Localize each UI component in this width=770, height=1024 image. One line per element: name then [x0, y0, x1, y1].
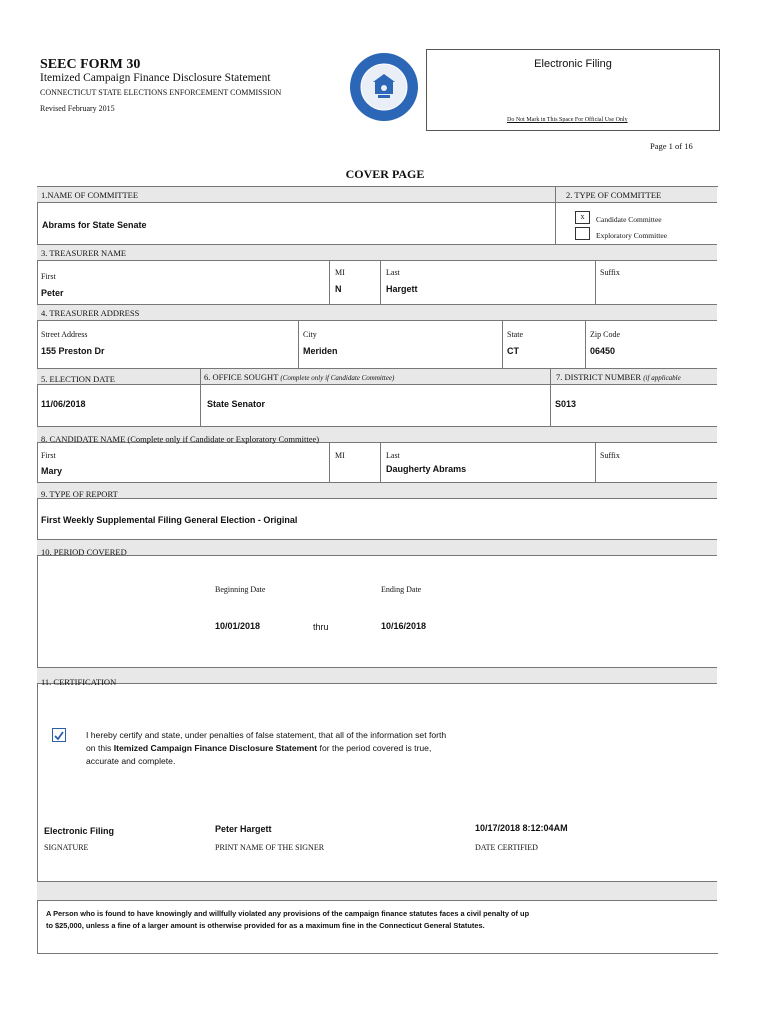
- signer-name: Peter Hargett: [215, 824, 272, 834]
- section-4-bar: [37, 304, 717, 321]
- official-use-box: [426, 49, 720, 131]
- revised-date: Revised February 2015: [40, 104, 115, 113]
- office-note: (Complete only if Candidate Committee): [280, 374, 395, 382]
- certification-line-3: accurate and complete.: [86, 756, 176, 766]
- treasurer-first: Peter: [41, 288, 64, 298]
- begin-date: 10/01/2018: [215, 621, 261, 631]
- divider: [502, 320, 503, 368]
- district-number: S013: [555, 399, 577, 409]
- treasurer-last: Hargett: [386, 284, 418, 294]
- begin-date-label: Beginning Date: [215, 585, 266, 594]
- certify-checkbox[interactable]: [52, 728, 66, 742]
- election-date: 11/06/2018: [41, 399, 86, 409]
- exploratory-committee-label: Exploratory Committee: [596, 231, 668, 240]
- divider: [595, 260, 596, 304]
- check-icon: [53, 730, 65, 742]
- candidate-first-label: First: [41, 451, 56, 460]
- candidate-label: 8. CANDIDATE NAME (Complete only if Candidate or Exploratory Committee): [41, 434, 320, 444]
- divider: [585, 320, 586, 368]
- cover-title: COVER PAGE: [345, 167, 425, 181]
- divider: [329, 260, 330, 304]
- committee-name: Abrams for State Senate: [42, 220, 147, 230]
- treasurer-last-label: Last: [386, 268, 400, 277]
- certification-line-1: I hereby certify and state, under penalties of false statement, that all of the information set forth: [86, 730, 447, 740]
- form-subtitle: Itemized Campaign Finance Disclosure Statement: [40, 72, 271, 84]
- candidate-last-label: Last: [386, 451, 400, 460]
- certification-line-2: [86, 742, 446, 755]
- divider: [380, 260, 381, 304]
- section-8-bar: [37, 426, 717, 443]
- commission-name: CONNECTICUT STATE ELECTIONS ENFORCEMENT COMMISSION: [40, 88, 282, 97]
- cert-pre: on this: [86, 743, 114, 753]
- election-date-label: 5. ELECTION DATE: [41, 374, 115, 384]
- form-frame: [37, 186, 718, 954]
- state: CT: [507, 346, 519, 356]
- certification-text: [86, 729, 446, 768]
- exploratory-committee-checkbox[interactable]: [575, 227, 590, 240]
- end-date: 10/16/2018: [381, 621, 427, 631]
- office-label: [204, 372, 394, 382]
- office-sought: State Senator: [207, 399, 266, 409]
- treasurer-mi: N: [335, 284, 342, 294]
- divider: [380, 442, 381, 482]
- thru-text: thru: [313, 622, 329, 632]
- divider: [298, 320, 299, 368]
- zip: 06450: [590, 346, 616, 356]
- office-label-text: 6. OFFICE SOUGHT: [204, 372, 279, 382]
- signer-label: PRINT NAME OF THE SIGNER: [215, 843, 325, 852]
- signature-label: SIGNATURE: [44, 843, 89, 852]
- page-number: Page 1 of 16: [650, 141, 693, 151]
- official-use-note: Do Not Mark in This Space For Official Use Only: [507, 117, 628, 123]
- candidate-committee-checkbox[interactable]: [575, 211, 590, 224]
- candidate-mark: x: [580, 212, 585, 221]
- penalty-notice: [46, 908, 529, 932]
- candidate-mi-label: MI: [335, 451, 345, 460]
- certification-label: 11. CERTIFICATION: [41, 677, 117, 687]
- end-date-label: Ending Date: [381, 585, 422, 594]
- form-title: SEEC FORM 30: [40, 57, 141, 72]
- treasurer-label: 3. TREASURER NAME: [41, 248, 127, 258]
- signature-value: Electronic Filing: [44, 826, 115, 836]
- section-3-bar: [37, 244, 717, 261]
- cert-bold: Itemized Campaign Finance Disclosure Statement: [113, 743, 318, 753]
- penalty-line-1: A Person who is found to have knowingly and willfully violated any provisions of the campaign finance statutes faces a civil penalty of up: [46, 909, 530, 918]
- divider: [329, 442, 330, 482]
- district-label-text: 7. DISTRICT NUMBER: [556, 372, 642, 382]
- footer-bar: [37, 881, 717, 901]
- state-label: State: [507, 330, 523, 339]
- candidate-last: Daugherty Abrams: [386, 464, 467, 474]
- zip-label: Zip Code: [590, 330, 620, 339]
- report-label: 9. TYPE OF REPORT: [41, 489, 118, 499]
- filing-box-title: Electronic Filing: [534, 58, 612, 70]
- section-5-bar: [37, 368, 717, 385]
- section-10-bar: [37, 539, 717, 556]
- divider: [550, 368, 551, 426]
- street-label: Street Address: [41, 330, 88, 339]
- section-11-bar: [37, 667, 717, 687]
- state-seal: [349, 52, 419, 122]
- city: Meriden: [303, 346, 338, 356]
- district-note: (if applicable: [643, 374, 681, 382]
- report-type: First Weekly Supplemental Filing General Election - Original: [41, 515, 298, 525]
- cert-post: for the period covered is true,: [317, 743, 432, 753]
- section-9-bar: [37, 482, 717, 499]
- date-certified: 10/17/2018 8:12:04AM: [475, 823, 568, 833]
- divider: [200, 368, 201, 426]
- city-label: City: [303, 330, 317, 339]
- divider: [555, 186, 556, 244]
- period-label: 10. PERIOD COVERED: [41, 547, 127, 557]
- divider: [595, 442, 596, 482]
- committee-type-label: 2. TYPE OF COMMITTEE: [566, 190, 662, 200]
- penalty-line-2: to $25,000, unless a fine of a larger amount is otherwise provided for as a maximum fine in the Connecticut General Statutes.: [46, 921, 485, 930]
- treasurer-mi-label: MI: [335, 268, 345, 277]
- district-label: [556, 372, 681, 382]
- committee-label: 1.NAME OF COMMITTEE: [41, 190, 139, 200]
- section-1-bar: [37, 186, 717, 203]
- candidate-committee-label: Candidate Committee: [596, 215, 662, 224]
- candidate-first: Mary: [41, 466, 63, 476]
- date-certified-label: DATE CERTIFIED: [475, 843, 538, 852]
- street: 155 Preston Dr: [41, 346, 105, 356]
- candidate-suffix-label: Suffix: [600, 451, 620, 460]
- treasurer-suffix-label: Suffix: [600, 268, 620, 277]
- treasurer-first-label: First: [41, 272, 56, 281]
- address-label: 4. TREASURER ADDRESS: [41, 308, 140, 318]
